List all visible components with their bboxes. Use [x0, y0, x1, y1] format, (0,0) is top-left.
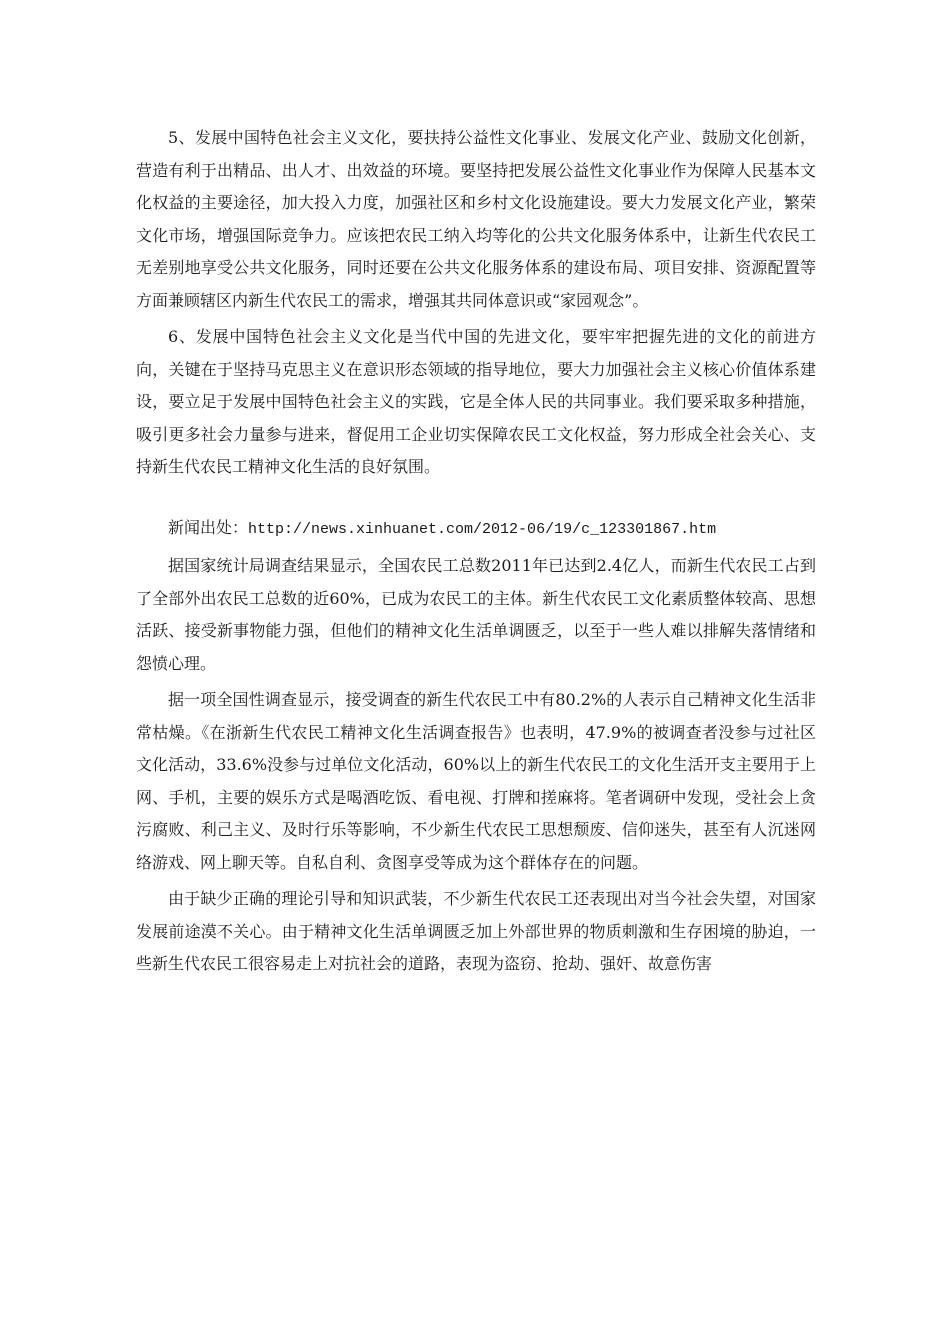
paragraph-item-5: 5、发展中国特色社会主义文化，要扶持公益性文化事业、发展文化产业、鼓励文化创新，营造有利于出精品、出人才、出效益的环境。要坚持把发展公益性文化事业作为保障人民基本文化权益的主要途径，加大投入力度，加强社区和乡村文化设施建设。要大力发展文化产业，繁荣文化市场，增强国际竞争力。应该把农民工纳入均等化的公共文化服务体系中，让新生代农民工无差别地享受公共文化服务，同时还要在公共文化服务体系的建设布局、项目安排、资源配置等方面兼顾辖区内新生代农民工的需求，增强其共同体意识或“家园观念”。	[136, 128, 816, 310]
paragraph-statistics: 据国家统计局调查结果显示，全国农民工总数2011年已达到2.4亿人，而新生代农民工占到了全部外出农民工总数的近60%，已成为农民工的主体。新生代农民工文化素质整体较高、思想活跃、接受新事物能力强，但他们的精神文化生活单调匮乏，以至于一些人难以排解失落情绪和怨愤心理。	[136, 556, 816, 673]
paragraph-survey: 据一项全国性调查显示，接受调查的新生代农民工中有80.2%的人表示自己精神文化生活非常枯燥。《在浙新生代农民工精神文化生活调查报告》也表明，47.9%的被调查者没参与过社区文化活动，33.6%没参与过单位文化活动，60%以上的新生代农民工的文化生活开支主要用于上网、手机，主要的娱乐方式是喝酒吃饭、看电视、打牌和搓麻将。笔者调研中发现，受社会上贪污腐败、利己主义、及时行乐等影响，不少新生代农民工思想颓废、信仰迷失，甚至有人沉迷网络游戏、网上聊天等。自私自利、贪图享受等成为这个群体存在的问题。	[136, 690, 816, 872]
news-source-line	[136, 512, 816, 547]
document-body	[136, 122, 816, 985]
paragraph-guidance: 由于缺少正确的理论引导和知识武装，不少新生代农民工还表现出对当今社会失望，对国家发展前途漠不关心。由于精神文化生活单调匮乏加上外部世界的物质刺激和生存困境的胁迫，一些新生代农民工很容易走上对抗社会的道路，表现为盗窃、抢劫、强奸、故意伤害	[136, 889, 816, 973]
news-source-label: 新闻出处：	[168, 517, 249, 537]
paragraph-item-6: 6、发展中国特色社会主义文化是当代中国的先进文化，要牢牢把握先进的文化的前进方向，关键在于坚持马克思主义在意识形态领域的指导地位，要大力加强社会主义核心价值体系建设，要立足于发展中国特色社会主义的实践，它是全体人民的共同事业。我们要采取多种措施，吸引更多社会力量参与进来，督促用工企业切实保障农民工文化权益，努力形成全社会关心、支持新生代农民工精神文化生活的良好氛围。	[136, 327, 816, 476]
news-source-url: http://news.xinhuanet.com/2012-06/19/c_123301867.htm	[248, 520, 717, 538]
